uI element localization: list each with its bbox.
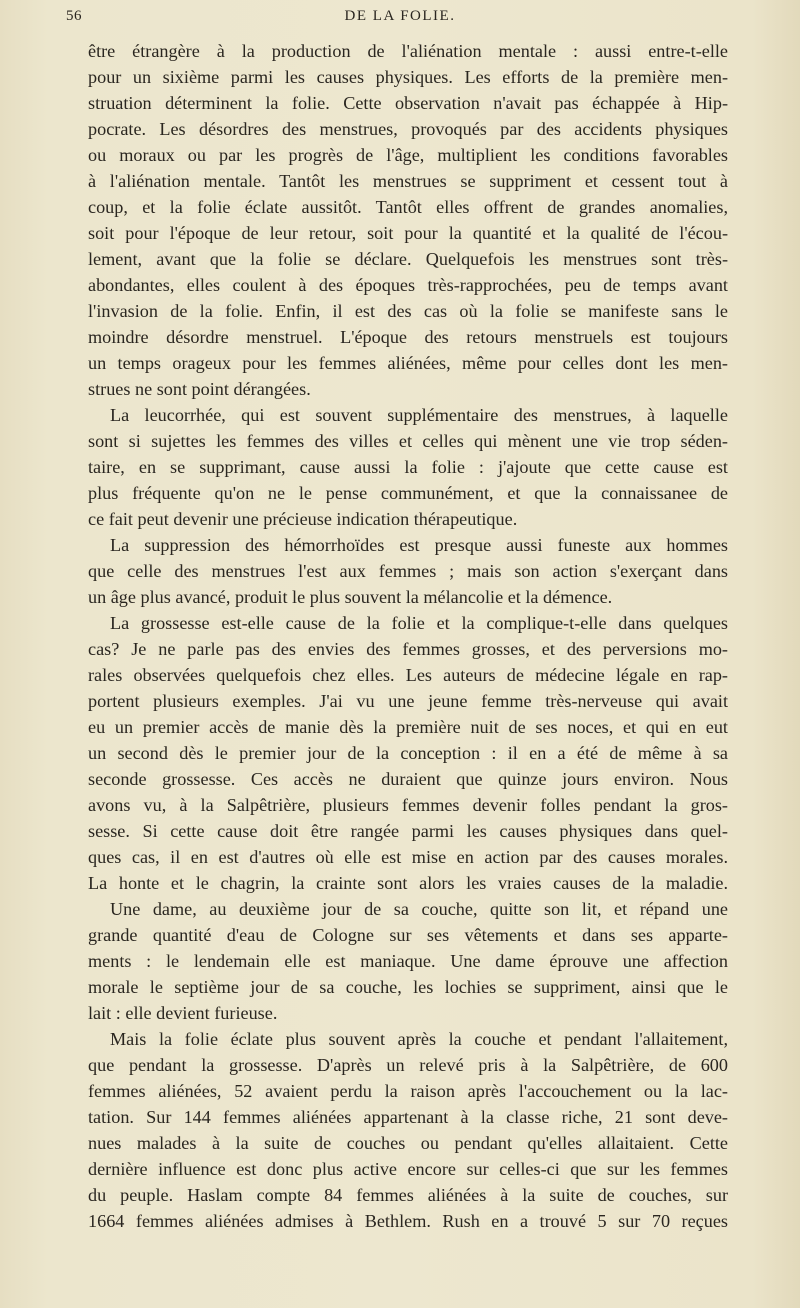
text-line: lement, avant que la folie se déclare. Quelquefois les menstrues sont très- [88, 249, 728, 269]
text-line: plus fréquente qu'on ne le pense communément, et que la connaissanee de [88, 483, 728, 503]
text-line: morale le septième jour de sa couche, les lochies se suppriment, ainsi que le [88, 977, 728, 997]
text-line: lait : elle devient furieuse. [88, 1003, 278, 1023]
page-header [66, 8, 734, 32]
text-line: eu un premier accès de manie dès la première nuit de ses noces, et qui en eut [88, 717, 728, 737]
text-line: ce fait peut devenir une précieuse indication thérapeutique. [88, 509, 518, 529]
text-line: 1664 femmes aliénées admises à Bethlem. Rush en a trouvé 5 sur 70 reçues [88, 1211, 728, 1231]
text-line: taire, en se supprimant, cause aussi la folie : j'ajoute que cette cause est [88, 457, 728, 477]
text-line: avons vu, à la Salpêtrière, plusieurs femmes devenir folles pendant la gros- [88, 795, 728, 815]
text-line: La suppression des hémorrhoïdes est presque aussi funeste aux hommes [110, 535, 728, 555]
text-line: Mais la folie éclate plus souvent après la couche et pendant l'allaitement, [110, 1029, 728, 1049]
text-line: que pendant la grossesse. D'après un relevé pris à la Salpêtrière, de 600 [88, 1055, 728, 1075]
text-line: un âge plus avancé, produit le plus souvent la mélancolie et la démence. [88, 587, 613, 607]
text-line: grande quantité d'eau de Cologne sur ses vêtements et dans ses apparte- [88, 925, 728, 945]
text-line: nues malades à la suite de couches ou pendant qu'elles allaitaient. Cette [88, 1133, 728, 1153]
page-number: 56 [66, 8, 82, 24]
text-line: struation déterminent la folie. Cette observation n'avait pas échappée à Hip- [88, 93, 728, 113]
text-line: pour un sixième parmi les causes physiques. Les efforts de la première men- [88, 67, 728, 87]
text-line: portent plusieurs exemples. J'ai vu une jeune femme très-nerveuse qui avait [88, 691, 728, 711]
running-head: DE LA FOLIE. [344, 8, 456, 24]
text-line: coup, et la folie éclate aussitôt. Tantôt elles offrent de grandes anomalies, [88, 197, 728, 217]
text-line: La leucorrhée, qui est souvent supplémentaire des menstrues, à laquelle [110, 405, 728, 425]
text-line: ques cas, il en est d'autres où elle est mise en action par des causes morales. [88, 847, 728, 867]
text-line: tation. Sur 144 femmes aliénées appartenant à la classe riche, 21 sont deve- [88, 1107, 728, 1127]
text-line: Une dame, au deuxième jour de sa couche, quitte son lit, et répand une [110, 899, 728, 919]
text-line: abondantes, elles coulent à des époques très-rapprochées, peu de temps avant [88, 275, 728, 295]
text-line: que celle des menstrues l'est aux femmes ; mais son action s'exerçant dans [88, 561, 728, 581]
text-line: moindre désordre menstruel. L'époque des retours menstruels est toujours [88, 327, 728, 347]
text-line: ments : le lendemain elle est maniaque. Une dame éprouve une affection [88, 951, 728, 971]
text-line: seconde grossesse. Ces accès ne duraient que quinze jours environ. Nous [88, 769, 728, 789]
text-line: pocrate. Les désordres des menstrues, provoqués par des accidents physiques [88, 119, 728, 139]
text-line: dernière influence est donc plus active encore sur celles-ci que sur les femmes [88, 1159, 728, 1179]
text-line: sesse. Si cette cause doit être rangée parmi les causes physiques dans quel- [88, 821, 728, 841]
text-line: un second dès le premier jour de la conception : il en a été de même à sa [88, 743, 728, 763]
text-line: La grossesse est-elle cause de la folie et la complique-t-elle dans quelques [110, 613, 728, 633]
text-line: du peuple. Haslam compte 84 femmes aliénées à la suite de couches, sur [88, 1185, 728, 1205]
text-line: ou moraux ou par les progrès de l'âge, multiplient les conditions favorables [88, 145, 728, 165]
text-line: sont si sujettes les femmes des villes et celles qui mènent une vie trop séden- [88, 431, 728, 451]
text-line: strues ne sont point dérangées. [88, 379, 311, 399]
text-line: à l'aliénation mentale. Tantôt les menstrues se suppriment et cessent tout à [88, 171, 728, 191]
text-line: l'invasion de la folie. Enfin, il est des cas où la folie se manifeste sans le [88, 301, 728, 321]
text-line: un temps orageux pour les femmes aliénées, même pour celles dont les men- [88, 353, 728, 373]
text-line: cas? Je ne parle pas des envies des femmes grosses, et des perversions mo- [88, 639, 728, 659]
text-line: soit pour l'époque de leur retour, soit pour la quantité et la qualité de l'écou- [88, 223, 728, 243]
body-text [88, 38, 728, 1234]
text-line: rales observées quelquefois chez elles. Les auteurs de médecine légale en rap- [88, 665, 728, 685]
text-line: La honte et le chagrin, la crainte sont alors les vraies causes de la maladie. [88, 873, 728, 893]
text-line: femmes aliénées, 52 avaient perdu la raison après l'accouchement ou la lac- [88, 1081, 728, 1101]
text-line: être étrangère à la production de l'aliénation mentale : aussi entre-t-elle [88, 41, 728, 61]
